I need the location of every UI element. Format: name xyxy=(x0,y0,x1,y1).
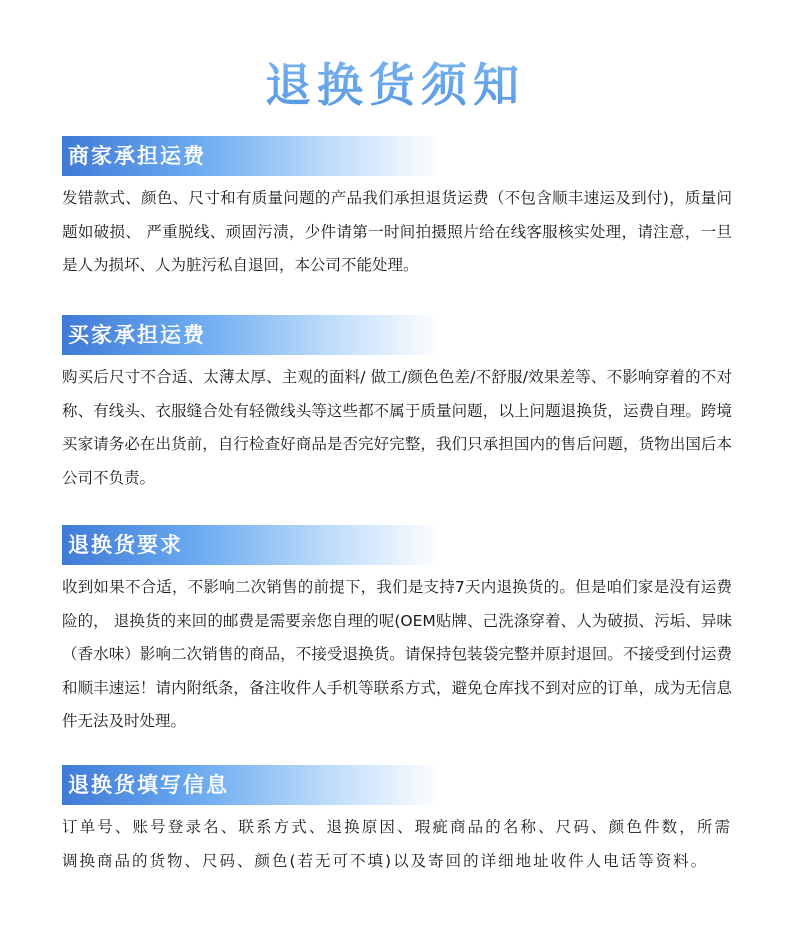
section-header xyxy=(62,315,442,355)
section-header xyxy=(62,525,442,565)
section-heading: 买家承担运费 xyxy=(68,323,206,347)
section-heading: 商家承担运费 xyxy=(68,144,206,168)
page-title: 退换货须知 xyxy=(0,49,790,121)
section-body: 收到如果不合适，不影响二次销售的前提下，我们是支持7天内退换货的。但是咱们家是没有运费险的， 退换货的来回的邮费是需要亲您自理的呢(OEM贴牌、己洗涤穿着、人为破损、污垢、异味（香水味）影响二次销售的商品，不接受退换货。请保持包装袋完整并原封退回。不接受到付运费和顺丰速运！请内附纸条，备注收件人手机等联系方式，避免仓库找不到对应的订单，成为无信息件无法及时处理。 xyxy=(62,578,732,730)
section-body: 发错款式、颜色、尺寸和有质量问题的产品我们承担退货运费（不包含顺丰速运及到付)，质量问题如破损、 严重脱线、顽固污渍，少件请第一时间拍摄照片给在线客服核实处理，请注意，一旦是人为损坏、人为脏污私自退回，本公司不能处理。 xyxy=(62,189,732,274)
section-header xyxy=(62,136,442,176)
section-body: 订单号、账号登录名、联系方式、退换原因、瑕疵商品的名称、尺码、颜色件数，所需调换商品的货物、尺码、颜色(若无可不填)以及寄回的详细地址收件人电话等资料。 xyxy=(62,818,732,870)
section-heading: 退换货要求 xyxy=(68,533,183,557)
section-header xyxy=(62,765,442,805)
section-body: 购买后尺寸不合适、太薄太厚、主观的面料/ 做工/颜色色差/不舒服/效果差等、不影响穿着的不对称、有线头、衣服缝合处有轻微线头等这些都不属于质量问题，以上问题退换货，运费自理。跨境买家请务必在出货前，自行检查好商品是否完好完整，我们只承担国内的售后问题，货物出国后本公司不负责。 xyxy=(62,368,732,487)
section-heading: 退换货填写信息 xyxy=(68,773,229,797)
